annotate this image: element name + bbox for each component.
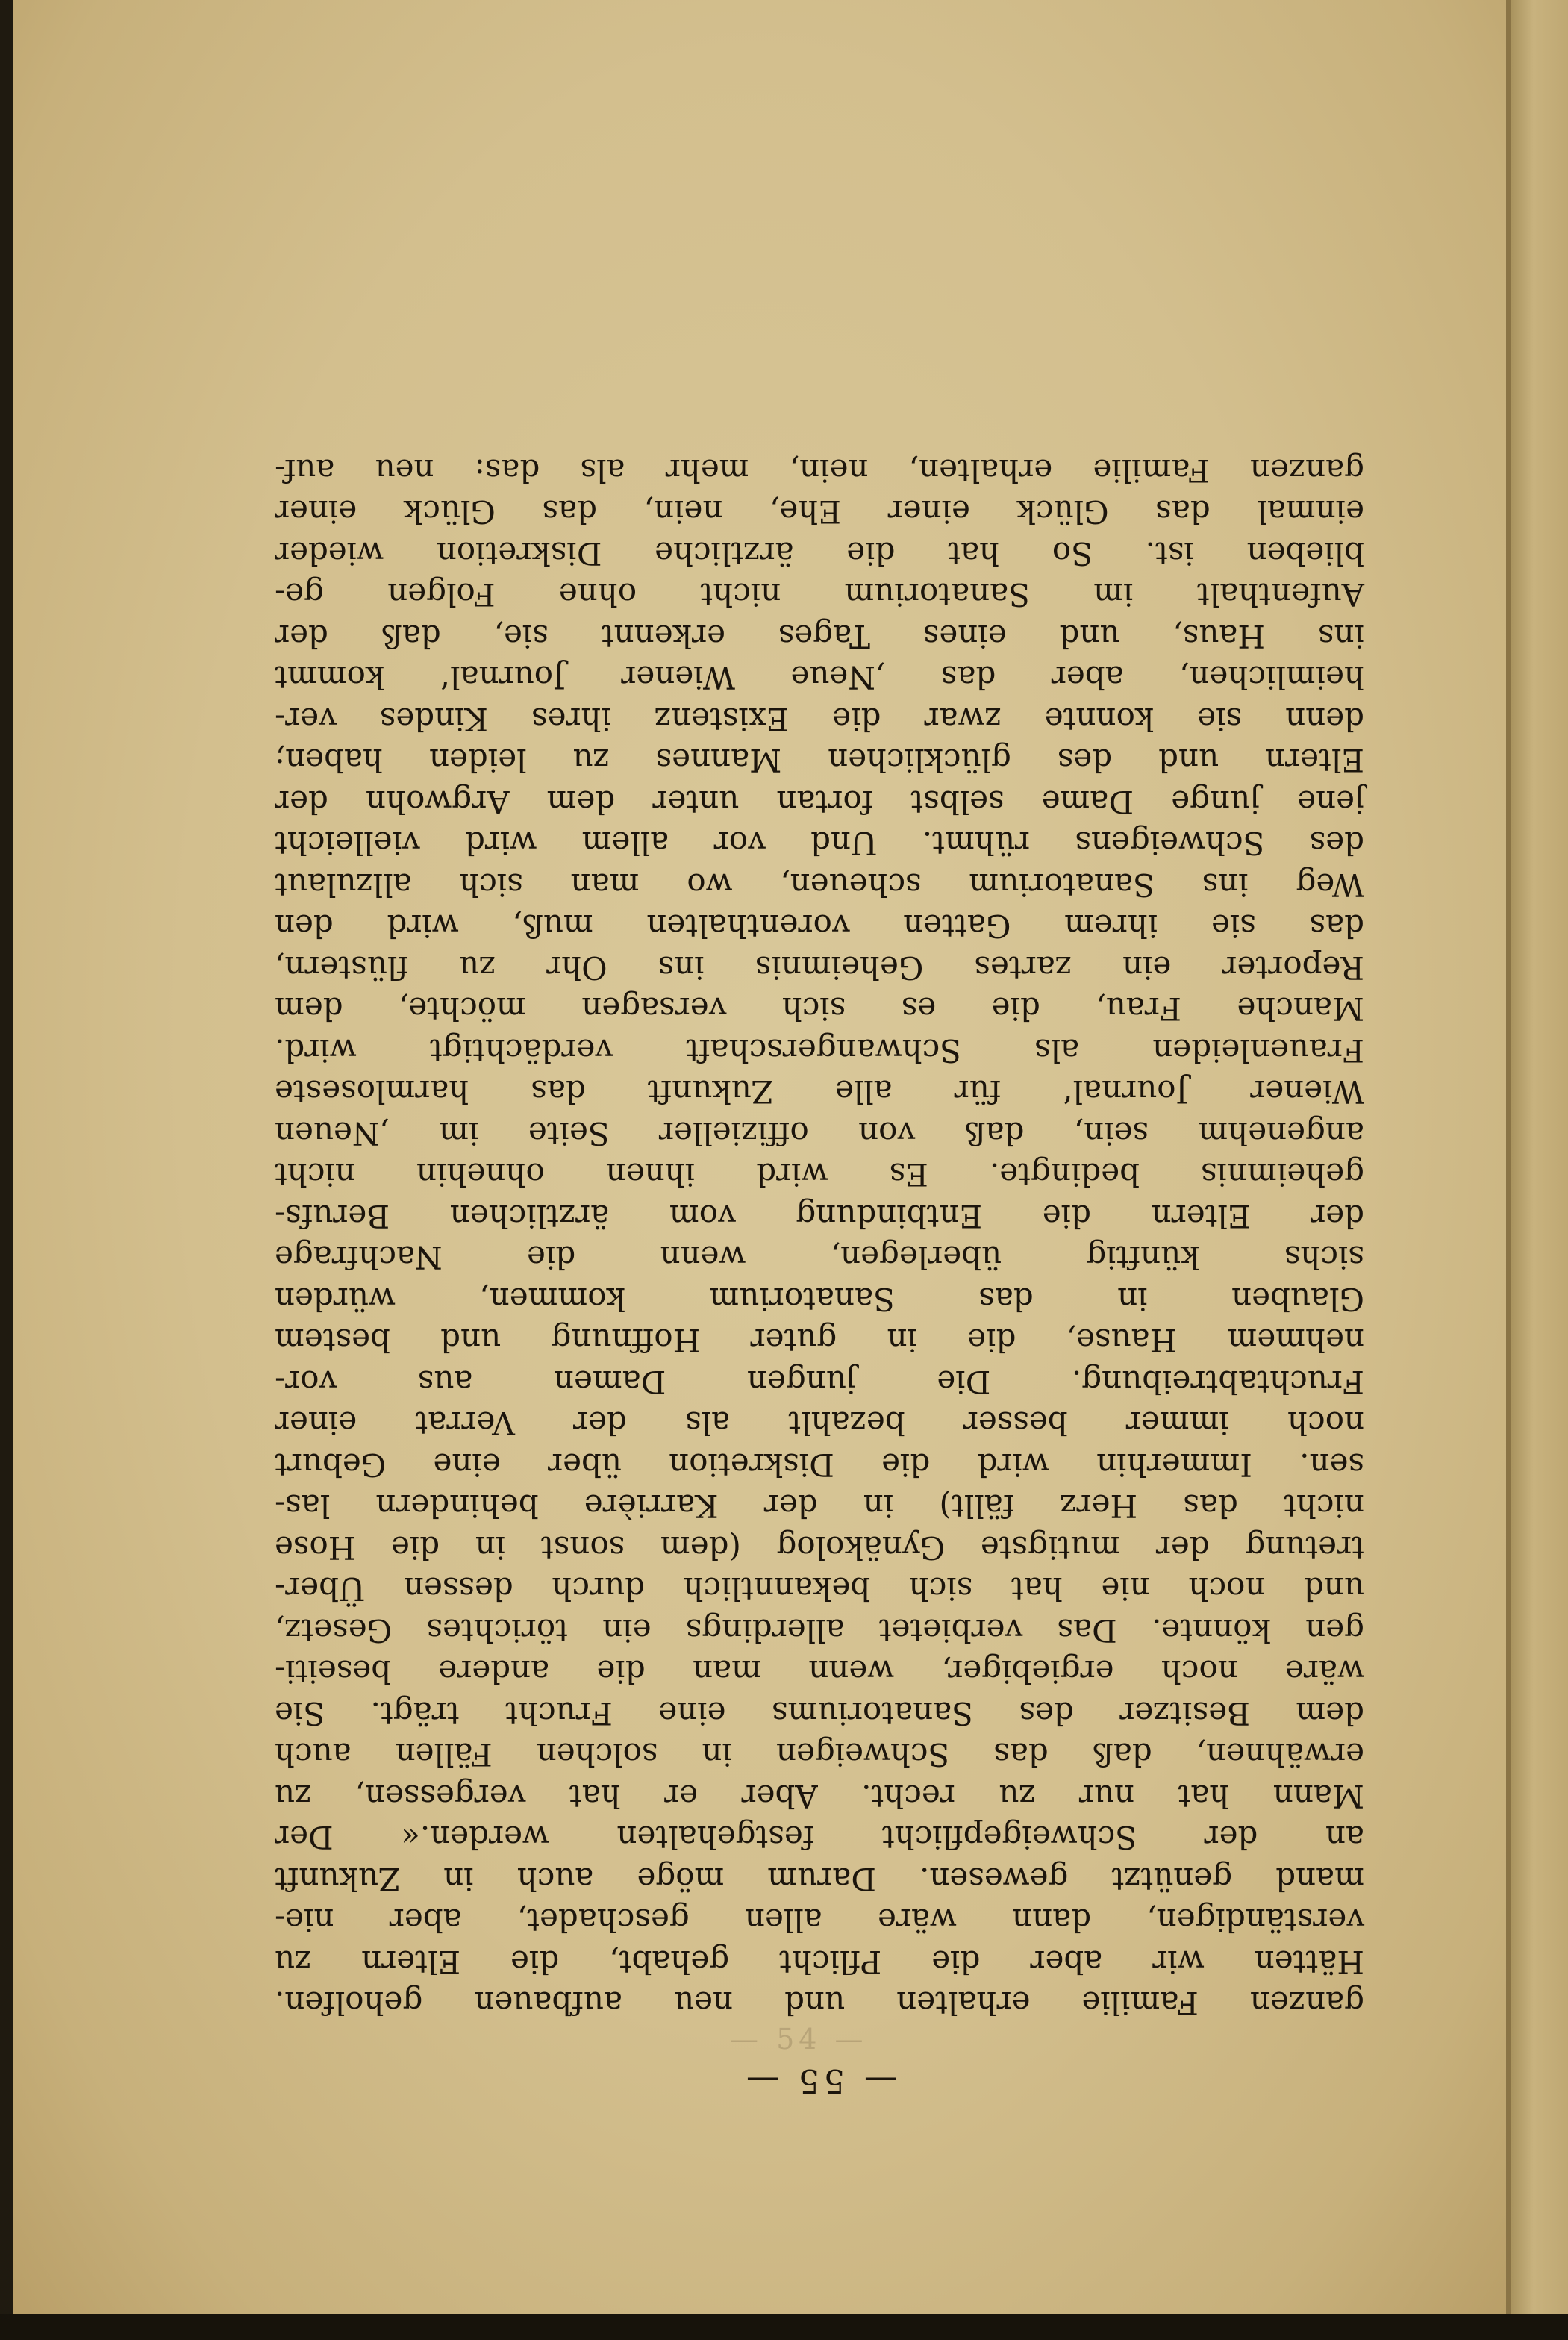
text-line: sen. Immerhin wird die Diskretion über eine Geburt xyxy=(275,1447,1364,1483)
text-line: ganzen Familie erhalten, nein, mehr als das: neu auf- xyxy=(275,452,1364,489)
text-line: Fruchtabtreibung. Die jungen Damen aus vor- xyxy=(275,1364,1364,1400)
text-line: Frauenleiden als Schwangerschaft verdächtigt wird. xyxy=(275,1032,1364,1069)
text-line: ganzen Familie erhalten und neu aufbauen geholfen. xyxy=(275,1985,1364,2022)
text-line: blieben ist. So hat die ärztliche Diskretion wieder xyxy=(275,535,1364,572)
scan-background-edge xyxy=(0,2314,1568,2340)
text-line: Hätten wir aber die Pflicht gehabt, die Eltern zu xyxy=(275,1944,1364,1980)
text-line: noch immer besser bezahlt als der Verrat einer xyxy=(275,1405,1364,1442)
text-line: Wiener Journal‘ für alle Zukunft das harmloseste xyxy=(275,1073,1364,1111)
text-line: Weg ins Sanatorium scheuen, wo man sich allzulaut xyxy=(275,867,1364,903)
text-lines xyxy=(275,450,1364,2024)
text-line: nicht das Herz fällt) in der Karrière behindern las- xyxy=(275,1488,1364,1525)
text-line: und noch nie hat sich bekanntlich durch dessen Über- xyxy=(275,1570,1364,1608)
text-line: tretung der mutigste Gynäkolog (dem sonst in die Hose xyxy=(275,1529,1364,1566)
text-line: angenehm sein, daß von offizieller Seite im ‚Neuen xyxy=(275,1115,1364,1152)
text-line: mand genützt gewesen. Darum möge auch in Zukunft xyxy=(275,1861,1364,1897)
text-line: des Schweigens rühmt. Und vor allem wird vielleicht xyxy=(275,825,1364,862)
text-line: Reporter ein zartes Geheimnis ins Ohr zu flüstern, xyxy=(275,949,1364,986)
text-line: geheimnis bedingte. Es wird ihnen ohnehin nicht xyxy=(275,1156,1364,1194)
page-number: — 55 — xyxy=(742,2062,897,2100)
text-line: dem Besitzer des Sanatoriums eine Frucht trägt. Sie xyxy=(275,1695,1364,1732)
text-line: Glauben in das Sanatorium kommen, würden xyxy=(275,1281,1364,1317)
page-text-block xyxy=(275,450,1364,2102)
text-line: Aufenthalt im Sanatorium nicht ohne Folgen ge- xyxy=(275,576,1364,614)
text-line: Eltern und des glücklichen Mannes zu leiden haben; xyxy=(275,742,1364,779)
text-line: an der Schweigepflicht festgehalten werden.« Der xyxy=(275,1819,1364,1856)
text-line: Mann hat nur zu recht. Aber er hat vergessen, zu xyxy=(275,1778,1364,1815)
text-line: einmal das Glück einer Ehe, nein, das Glück einer xyxy=(275,493,1364,531)
text-line: gen könnte. Das verbietet allerdings ein törichtes Gesetz, xyxy=(275,1612,1364,1649)
text-line: ins Haus, und eines Tages erkennt sie, daß der xyxy=(275,618,1364,655)
text-line: verständigen, dann wäre allen geschadet, aber nie- xyxy=(275,1902,1364,1939)
text-line: denn sie konnte zwar die Existenz ihres Kindes ver- xyxy=(275,701,1364,737)
text-line: der Eltern die Entbindung vom ärztlichen Berufs- xyxy=(275,1198,1364,1235)
text-line: Manche Frau, die es sich versagen möchte, dem xyxy=(275,990,1364,1028)
text-line: erwähnen, daß das Schweigen in solchen Fällen auch xyxy=(275,1736,1364,1773)
book-page xyxy=(13,0,1511,2314)
show-through-page-number: — 54 — xyxy=(730,2023,868,2056)
upside-down-text-region xyxy=(13,0,1506,2314)
adjacent-page-edge xyxy=(1511,0,1568,2340)
text-line: nehmem Hause, die in guter Hoffnung und bestem xyxy=(275,1322,1364,1359)
text-line: wäre noch ergiebiger, wenn man die andere beseiti- xyxy=(275,1653,1364,1691)
text-line: das sie ihrem Gatten vorenthalten muß, wird den xyxy=(275,908,1364,945)
text-line: heimlichen, aber das ‚Neue Wiener Journal‘ kommt xyxy=(275,659,1364,696)
text-line: sichs künftig überlegen, wenn die Nachfrage xyxy=(275,1239,1364,1276)
text-line: jene junge Dame selbst fortan unter dem Argwohn der xyxy=(275,784,1364,820)
